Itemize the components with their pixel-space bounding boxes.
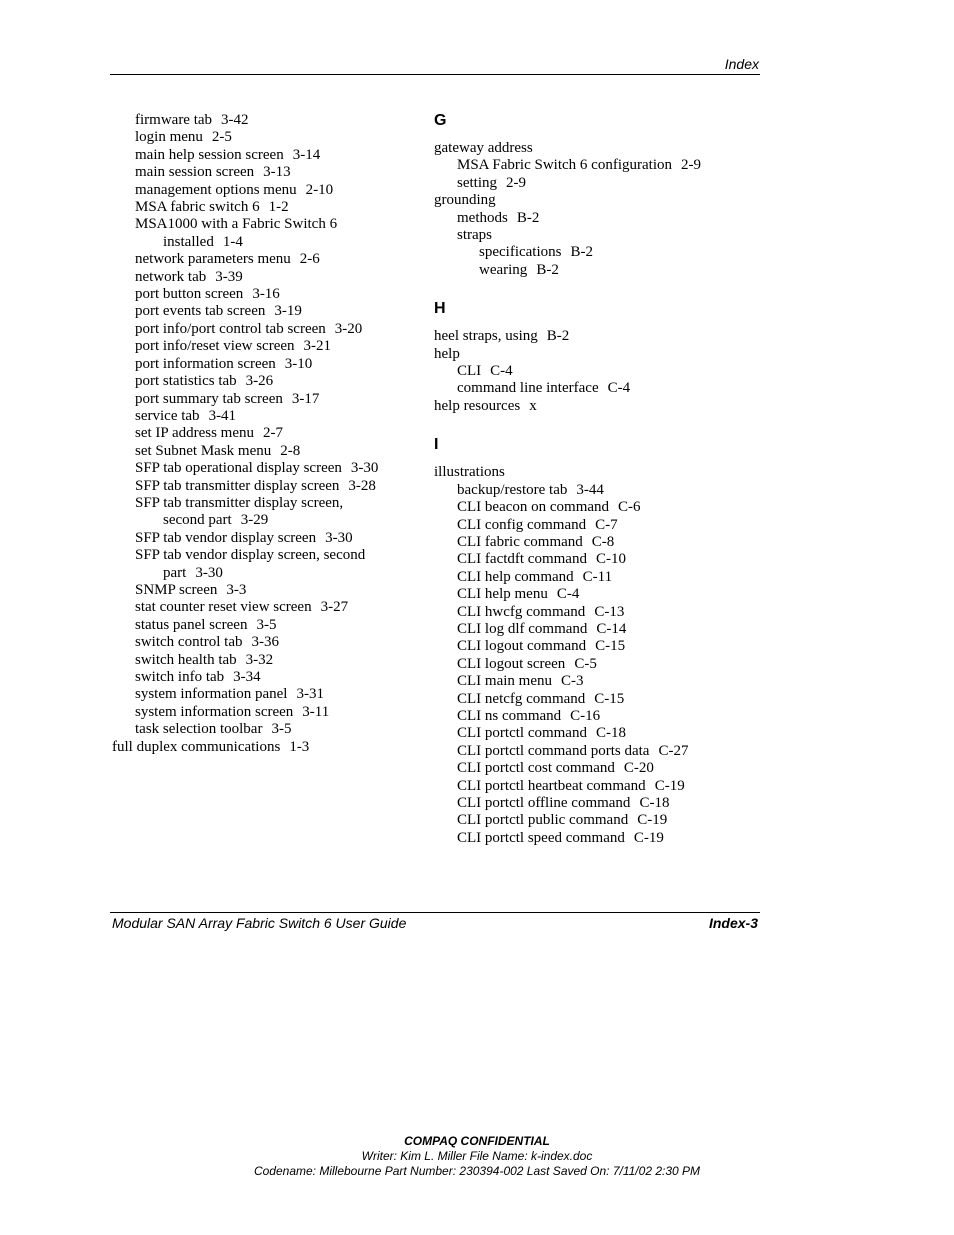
- index-entry: [434, 210, 754, 227]
- page-reference: C-14: [596, 620, 627, 637]
- index-entry: [112, 286, 412, 303]
- index-term-continuation-text: part: [163, 564, 187, 581]
- index-term: full duplex communications: [112, 738, 281, 755]
- page-reference: 2-5: [211, 129, 232, 146]
- page-reference: 3-14: [292, 146, 321, 163]
- page-reference: B-2: [570, 244, 593, 261]
- index-term: CLI portctl public command: [457, 812, 629, 829]
- index-entry: [434, 604, 754, 621]
- index-entry: [434, 140, 754, 157]
- page-reference: 2-8: [280, 442, 301, 459]
- page-reference: 3-29: [240, 512, 269, 529]
- page-reference: 3-36: [251, 634, 279, 651]
- index-entry: [434, 638, 754, 655]
- index-entry: [112, 303, 412, 320]
- index-term: help resources: [434, 397, 521, 414]
- running-header-title: Index: [724, 56, 759, 72]
- index-column-right: [434, 112, 754, 847]
- index-entry: [112, 129, 412, 146]
- index-entry: [112, 373, 412, 390]
- index-term: gateway address: [434, 140, 533, 156]
- page-reference: 3-28: [348, 477, 376, 494]
- index-entry: [112, 425, 412, 442]
- index-entry: [434, 656, 754, 673]
- index-term-continuation-text: second part: [163, 512, 232, 529]
- index-entry: [434, 795, 754, 812]
- index-term: CLI: [457, 363, 482, 380]
- index-term: switch health tab: [135, 651, 237, 668]
- index-entry: [112, 460, 412, 477]
- index-term: wearing: [479, 261, 528, 278]
- page-reference: 3-30: [325, 529, 353, 546]
- index-entry: [112, 443, 412, 460]
- page-reference: C-5: [574, 655, 597, 672]
- page-reference: 3-5: [256, 616, 277, 633]
- page-reference: 3-16: [252, 286, 280, 303]
- index-term: port button screen: [135, 286, 244, 303]
- index-entry: [434, 708, 754, 725]
- index-term: MSA Fabric Switch 6 configuration: [457, 157, 672, 174]
- page-reference: C-3: [560, 673, 584, 690]
- index-term-continuation: [135, 512, 412, 529]
- index-term: CLI ns command: [457, 707, 562, 724]
- codename-part-line: Codename: Millebourne Part Number: 230394-002 Last Saved On: 7/11/02 2:30 PM: [253, 1164, 701, 1178]
- index-entry: [112, 338, 412, 355]
- index-entry: [112, 547, 412, 582]
- index-entry: [112, 391, 412, 408]
- footer-rule: [110, 912, 760, 913]
- page-reference: 3-17: [291, 390, 320, 407]
- index-entry: [434, 743, 754, 760]
- page-reference: 3-44: [576, 481, 604, 498]
- page-reference: 3-11: [302, 703, 330, 720]
- index-entry: [434, 499, 754, 516]
- footer-page-number: Index-3: [708, 915, 758, 931]
- index-term: port events tab screen: [135, 303, 266, 320]
- page-reference: 3-39: [215, 268, 243, 285]
- index-term: task selection toolbar: [135, 721, 263, 738]
- page-reference: 1-2: [268, 199, 289, 216]
- page-reference: x: [529, 397, 537, 414]
- index-term: CLI portctl cost command: [457, 760, 615, 777]
- page-reference: 3-34: [233, 669, 261, 685]
- index-term: system information panel: [135, 686, 288, 703]
- index-term: help: [434, 345, 460, 362]
- index-term: switch info tab: [135, 669, 225, 685]
- index-entry: [112, 321, 412, 338]
- index-term: CLI main menu: [457, 673, 552, 690]
- page-reference: 2-9: [506, 174, 526, 191]
- index-entry: [112, 634, 412, 651]
- index-entry: [112, 582, 412, 599]
- index-term: system information screen: [135, 703, 294, 720]
- index-term: main session screen: [135, 164, 255, 181]
- index-term: setting: [457, 174, 497, 191]
- page-reference: 3-30: [195, 564, 223, 581]
- index-term: CLI portctl offline command: [457, 795, 631, 811]
- index-entry: [112, 704, 412, 721]
- index-entry: [434, 569, 754, 586]
- page-reference: 3-31: [296, 686, 324, 703]
- page-reference: 3-19: [274, 303, 302, 320]
- index-term: CLI beacon on command: [457, 499, 610, 516]
- page-reference: C-20: [623, 760, 654, 777]
- index-term: status panel screen: [135, 616, 248, 633]
- page-reference: 3-42: [221, 112, 249, 128]
- index-entry: [112, 408, 412, 425]
- index-term: network tab: [135, 268, 207, 285]
- index-entry: [112, 112, 412, 129]
- index-term: illustrations: [434, 464, 505, 481]
- index-entry: [434, 175, 754, 192]
- page-reference: 3-26: [245, 373, 274, 390]
- index-entry: [434, 380, 754, 397]
- page-reference: C-19: [633, 829, 664, 846]
- page-reference: C-19: [654, 777, 685, 794]
- index-entry: [434, 244, 754, 261]
- page-reference: C-15: [594, 690, 625, 707]
- index-term-continuation: [135, 565, 412, 582]
- confidential-label: COMPAQ CONFIDENTIAL: [404, 1134, 550, 1148]
- page-reference: C-19: [637, 812, 668, 829]
- index-term: straps: [457, 227, 492, 244]
- page-reference: C-27: [658, 742, 689, 759]
- index-entry: [112, 739, 412, 756]
- page-reference: 3-27: [320, 599, 349, 616]
- index-term: MSA fabric switch 6: [135, 199, 260, 216]
- index-term: CLI help command: [457, 568, 574, 585]
- index-entry: [112, 164, 412, 181]
- index-term: CLI logout screen: [457, 655, 566, 672]
- page-reference: 3-20: [334, 320, 363, 337]
- page-reference: 3-32: [245, 651, 274, 668]
- page-reference: C-13: [594, 603, 625, 620]
- index-term: switch control tab: [135, 634, 243, 651]
- index-entry: [112, 269, 412, 286]
- index-entry: [434, 691, 754, 708]
- writer-file-line: Writer: Kim L. Miller File Name: k-index.doc: [361, 1149, 593, 1163]
- index-term: heel straps, using: [434, 328, 538, 345]
- index-term: SFP tab transmitter display screen,: [135, 494, 344, 511]
- page-reference: C-16: [570, 707, 601, 724]
- page-reference: C-4: [607, 380, 631, 397]
- index-entry: [112, 182, 412, 199]
- index-entry: [112, 356, 412, 373]
- index-entry: [434, 363, 754, 380]
- index-entry: [434, 328, 754, 345]
- index-entry: [112, 617, 412, 634]
- index-term: port info/reset view screen: [135, 338, 295, 355]
- index-entry: [434, 346, 754, 363]
- index-term: CLI portctl command: [457, 725, 587, 742]
- index-section-letter: G: [434, 112, 447, 129]
- index-term: grounding: [434, 192, 496, 209]
- index-entry: [112, 495, 412, 530]
- page-reference: 3-13: [263, 164, 291, 181]
- page-reference: C-15: [595, 638, 626, 655]
- index-entry: [434, 673, 754, 690]
- index-entry: [434, 262, 754, 279]
- index-entry: [434, 760, 754, 777]
- page-reference: C-18: [595, 725, 626, 742]
- index-entry: [434, 534, 754, 551]
- index-entry: [112, 599, 412, 616]
- index-term: SFP tab vendor display screen: [135, 529, 317, 546]
- index-term: CLI logout command: [457, 638, 587, 655]
- index-term: port summary tab screen: [135, 390, 283, 407]
- index-term: MSA1000 with a Fabric Switch 6: [135, 216, 338, 233]
- index-column-left: [112, 112, 412, 756]
- index-entry: [434, 464, 754, 481]
- index-term: methods: [457, 209, 508, 226]
- page-reference: C-6: [618, 499, 641, 516]
- index-term: SNMP screen: [135, 581, 218, 598]
- page-reference: 3-3: [226, 581, 247, 598]
- index-term: CLI factdft command: [457, 551, 587, 568]
- index-term: CLI log dlf command: [457, 620, 588, 637]
- index-term: specifications: [479, 244, 562, 261]
- index-entry: [434, 830, 754, 847]
- page-reference: C-18: [639, 795, 670, 811]
- index-entry: [434, 621, 754, 638]
- index-term: network parameters menu: [135, 251, 291, 268]
- section-spacer: [434, 279, 754, 300]
- index-entry: [112, 199, 412, 216]
- index-entry: [112, 147, 412, 164]
- index-term: CLI portctl speed command: [457, 829, 625, 846]
- index-entry: [434, 778, 754, 795]
- header-rule: [110, 74, 760, 75]
- page-reference: 3-21: [303, 338, 332, 355]
- index-term: login menu: [135, 129, 203, 146]
- index-term-continuation: [135, 234, 412, 251]
- index-entry: [434, 517, 754, 534]
- page-reference: 2-10: [305, 181, 334, 198]
- page-reference: B-2: [516, 209, 540, 226]
- index-term: set IP address menu: [135, 425, 255, 442]
- page-reference: C-10: [595, 551, 626, 568]
- page-reference: C-4: [490, 363, 513, 380]
- index-term: SFP tab operational display screen: [135, 460, 342, 477]
- index-term: service tab: [135, 407, 200, 424]
- index-entry: [112, 686, 412, 703]
- index-term: CLI netcfg command: [457, 690, 586, 707]
- index-entry: [112, 251, 412, 268]
- index-entry: [112, 216, 412, 251]
- index-term: CLI help menu: [457, 586, 548, 603]
- index-term: CLI portctl heartbeat command: [457, 777, 646, 794]
- page-reference: C-11: [582, 568, 613, 585]
- page-reference: B-2: [546, 328, 570, 345]
- index-entry: [434, 725, 754, 742]
- index-term: port statistics tab: [135, 373, 237, 390]
- page-reference: 2-9: [680, 157, 701, 174]
- page-reference: 3-5: [271, 721, 292, 738]
- index-term: stat counter reset view screen: [135, 599, 312, 616]
- page-reference: 1-4: [222, 233, 243, 250]
- page-reference: 3-10: [284, 355, 313, 372]
- index-term: SFP tab vendor display screen, second: [135, 547, 366, 564]
- index-entry: [112, 530, 412, 547]
- index-term: firmware tab: [135, 112, 213, 128]
- index-entry: [112, 652, 412, 669]
- index-entry: [434, 551, 754, 568]
- page-reference: C-8: [591, 533, 615, 550]
- index-entry: [434, 398, 754, 415]
- index-term: CLI config command: [457, 516, 587, 533]
- index-entry: [434, 812, 754, 829]
- page-reference: C-4: [556, 586, 580, 603]
- page-reference: 1-3: [289, 738, 310, 755]
- index-entry: [434, 157, 754, 174]
- index-term: main help session screen: [135, 146, 284, 163]
- index-entry: [434, 482, 754, 499]
- footer-guide-title: Modular SAN Array Fabric Switch 6 User Guide: [112, 915, 407, 931]
- index-term: backup/restore tab: [457, 481, 568, 498]
- index-term: port info/port control tab screen: [135, 320, 326, 337]
- index-entry: [112, 721, 412, 738]
- page-reference: 2-6: [299, 251, 320, 268]
- index-term-continuation-text: installed: [163, 233, 214, 250]
- index-term: port information screen: [135, 355, 276, 372]
- index-entry: [434, 586, 754, 603]
- page-reference: 3-41: [208, 407, 237, 424]
- index-entry: [112, 669, 412, 686]
- index-term: management options menu: [135, 181, 297, 198]
- page-reference: 2-7: [263, 425, 284, 442]
- page-reference: B-2: [536, 261, 559, 278]
- index-entry: [434, 192, 754, 209]
- index-term: CLI fabric command: [457, 533, 583, 550]
- index-term: CLI hwcfg command: [457, 603, 586, 620]
- page-reference: C-7: [595, 516, 618, 533]
- index-section-letter: I: [434, 436, 439, 454]
- index-section-letter: H: [434, 300, 446, 318]
- index-term: CLI portctl command ports data: [457, 742, 650, 759]
- index-entry: [434, 227, 754, 244]
- index-term: SFP tab transmitter display screen: [135, 477, 340, 494]
- page-reference: 3-30: [350, 460, 379, 477]
- section-spacer: [434, 415, 754, 436]
- index-term: set Subnet Mask menu: [135, 442, 272, 459]
- index-entry: [112, 478, 412, 495]
- index-term: command line interface: [457, 380, 599, 397]
